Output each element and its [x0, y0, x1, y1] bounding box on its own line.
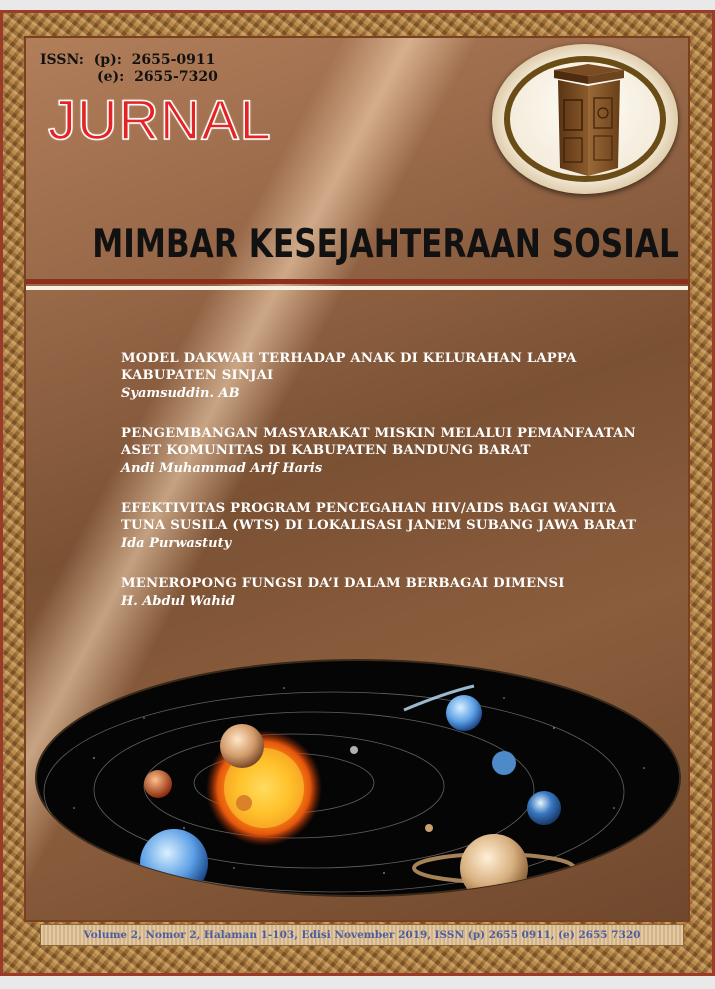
article-title-line: KABUPATEN SINJAI [121, 368, 274, 383]
article-title-line: ASET KOMUNITAS DI KABUPATEN BANDUNG BARAT [121, 443, 531, 458]
solar-system-illustration [34, 658, 682, 898]
issn-electronic-row [40, 69, 218, 86]
issn-block [40, 52, 218, 86]
article-author: Syamsuddin. AB [121, 386, 240, 401]
volume-info-footer: Volume 2, Nomor 2, Halaman 1-103, Edisi November 2019, ISSN (p) 2655 0911, (e) 2655 7320 [40, 924, 684, 946]
article-title-line: EFEKTIVITAS PROGRAM PENCEGAHAN HIV/AIDS BAGI WANITA [121, 501, 617, 516]
article-item [121, 575, 681, 611]
mimbar-emblem [492, 44, 678, 194]
jurnal-wordmark: JURNAL [48, 88, 272, 151]
issn-print-label: (p): [93, 52, 122, 68]
journal-title: MIMBAR KESEJAHTERAAN SOSIAL [92, 222, 679, 267]
article-title-line: TUNA SUSILA (WTS) DI LOKALISASI JANEM SUBANG JAWA BARAT [121, 518, 637, 533]
article-title [121, 500, 681, 534]
pulpit-icon [492, 44, 678, 194]
issn-print-value: 2655-0911 [131, 52, 216, 68]
article-author: Andi Muhammad Arif Haris [121, 461, 323, 476]
journal-cover [0, 10, 715, 976]
issn-print-row [40, 52, 218, 69]
title-divider-light [26, 286, 688, 290]
article-item [121, 350, 681, 403]
article-title [121, 350, 681, 384]
article-title-line: PENGEMBANGAN MASYARAKAT MISKIN MELALUI PEMANFAATAN [121, 426, 636, 441]
cover-panel [24, 36, 690, 922]
article-author: Ida Purwastuty [121, 536, 232, 551]
article-item [121, 425, 681, 478]
issn-electronic-label: (e): [97, 69, 125, 85]
article-title-line: MENEROPONG FUNGSI DA’I DALAM BERBAGAI DIMENSI [121, 576, 565, 591]
article-title [121, 575, 681, 592]
table-of-contents [121, 350, 681, 633]
issn-label: ISSN: [40, 52, 84, 68]
article-item [121, 500, 681, 553]
article-title [121, 425, 681, 459]
article-title-line: MODEL DAKWAH TERHADAP ANAK DI KELURAHAN LAPPA [121, 351, 577, 366]
article-author: H. Abdul Wahid [121, 594, 235, 609]
title-divider-dark [26, 279, 688, 284]
issn-electronic-value: 2655-7320 [134, 69, 218, 85]
